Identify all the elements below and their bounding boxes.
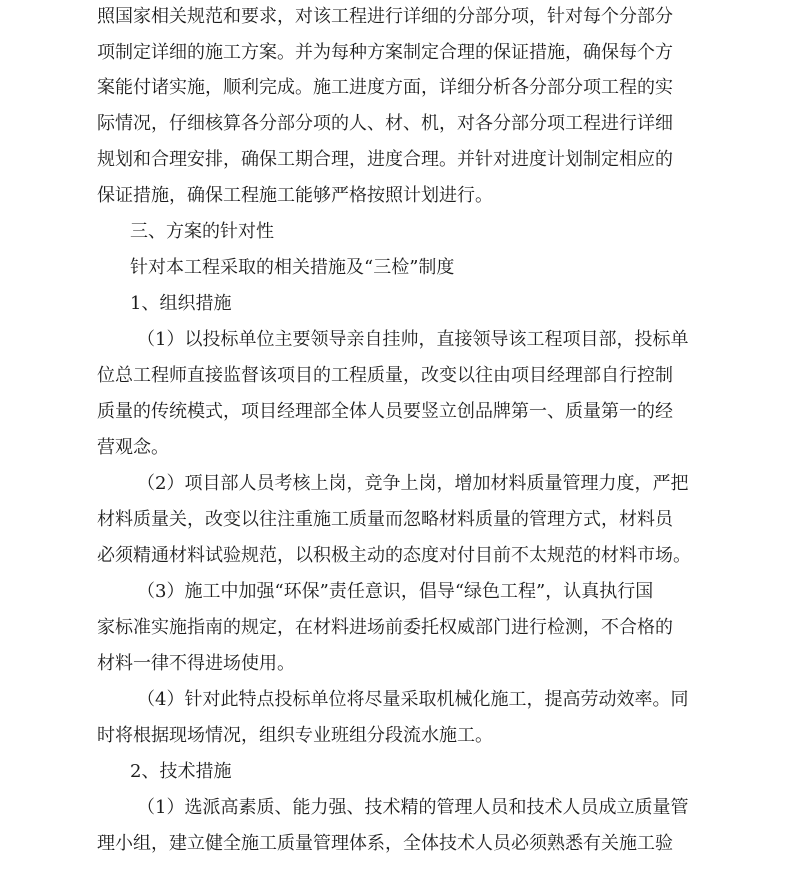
- body-text-line: 理小组，建立健全施工质量管理体系，全体技术人员必须熟悉有关施工验: [97, 833, 673, 854]
- body-text-line: 际情况，仔细核算各分部分项的人、材、机，对各分部分项工程进行详细: [97, 113, 673, 134]
- body-text-line: 材料一律不得进场使用。: [97, 653, 295, 674]
- paragraph-first-line: （2）项目部人员考核上岗，竞争上岗，增加材料质量管理力度，严把: [137, 473, 689, 494]
- subsection-heading: 针对本工程采取的相关措施及“三检”制度: [130, 257, 455, 278]
- paragraph-first-line: （3）施工中加强“环保”责任意识，倡导“绿色工程”，认真执行国: [137, 581, 654, 602]
- paragraph-first-line: （1）以投标单位主要领导亲自挂帅，直接领导该工程项目部，投标单: [137, 329, 689, 350]
- body-text-line: 家标准实施指南的规定，在材料进场前委托权威部门进行检测，不合格的: [97, 617, 673, 638]
- body-text-line: 规划和合理安排，确保工期合理，进度合理。并针对进度计划制定相应的: [97, 149, 673, 170]
- body-text-line: 位总工程师直接监督该项目的工程质量，改变以往由项目经理部自行控制: [97, 365, 673, 386]
- paragraph-first-line: （4）针对此特点投标单位将尽量采取机械化施工，提高劳动效率。同: [137, 689, 689, 710]
- section-heading: 三、方案的针对性: [130, 221, 274, 242]
- body-text-line: 材料质量关，改变以往注重施工质量而忽略材料质量的管理方式，材料员: [97, 509, 673, 530]
- subsection-heading: 2、技术措施: [130, 761, 232, 782]
- body-text-line: 质量的传统模式，项目经理部全体人员要竖立创品牌第一、质量第一的经: [97, 401, 673, 422]
- body-text-line: 营观念。: [97, 437, 169, 458]
- body-text-line: 时将根据现场情况，组织专业班组分段流水施工。: [97, 725, 493, 746]
- body-text-line: 必须精通材料试验规范，以积极主动的态度对付目前不太规范的材料市场。: [97, 545, 691, 566]
- body-text-line: 照国家相关规范和要求，对该工程进行详细的分部分项，针对每个分部分: [97, 6, 673, 27]
- body-text-line: 保证措施，确保工程施工能够严格按照计划进行。: [97, 185, 493, 206]
- body-text-line: 项制定详细的施工方案。并为每种方案制定合理的保证措施，确保每个方: [97, 42, 673, 63]
- body-text-line: 案能付诸实施，顺利完成。施工进度方面，详细分析各分部分项工程的实: [97, 77, 673, 98]
- paragraph-first-line: （1）选派高素质、能力强、技术精的管理人员和技术人员成立质量管: [137, 797, 689, 818]
- subsection-heading: 1、组织措施: [130, 293, 232, 314]
